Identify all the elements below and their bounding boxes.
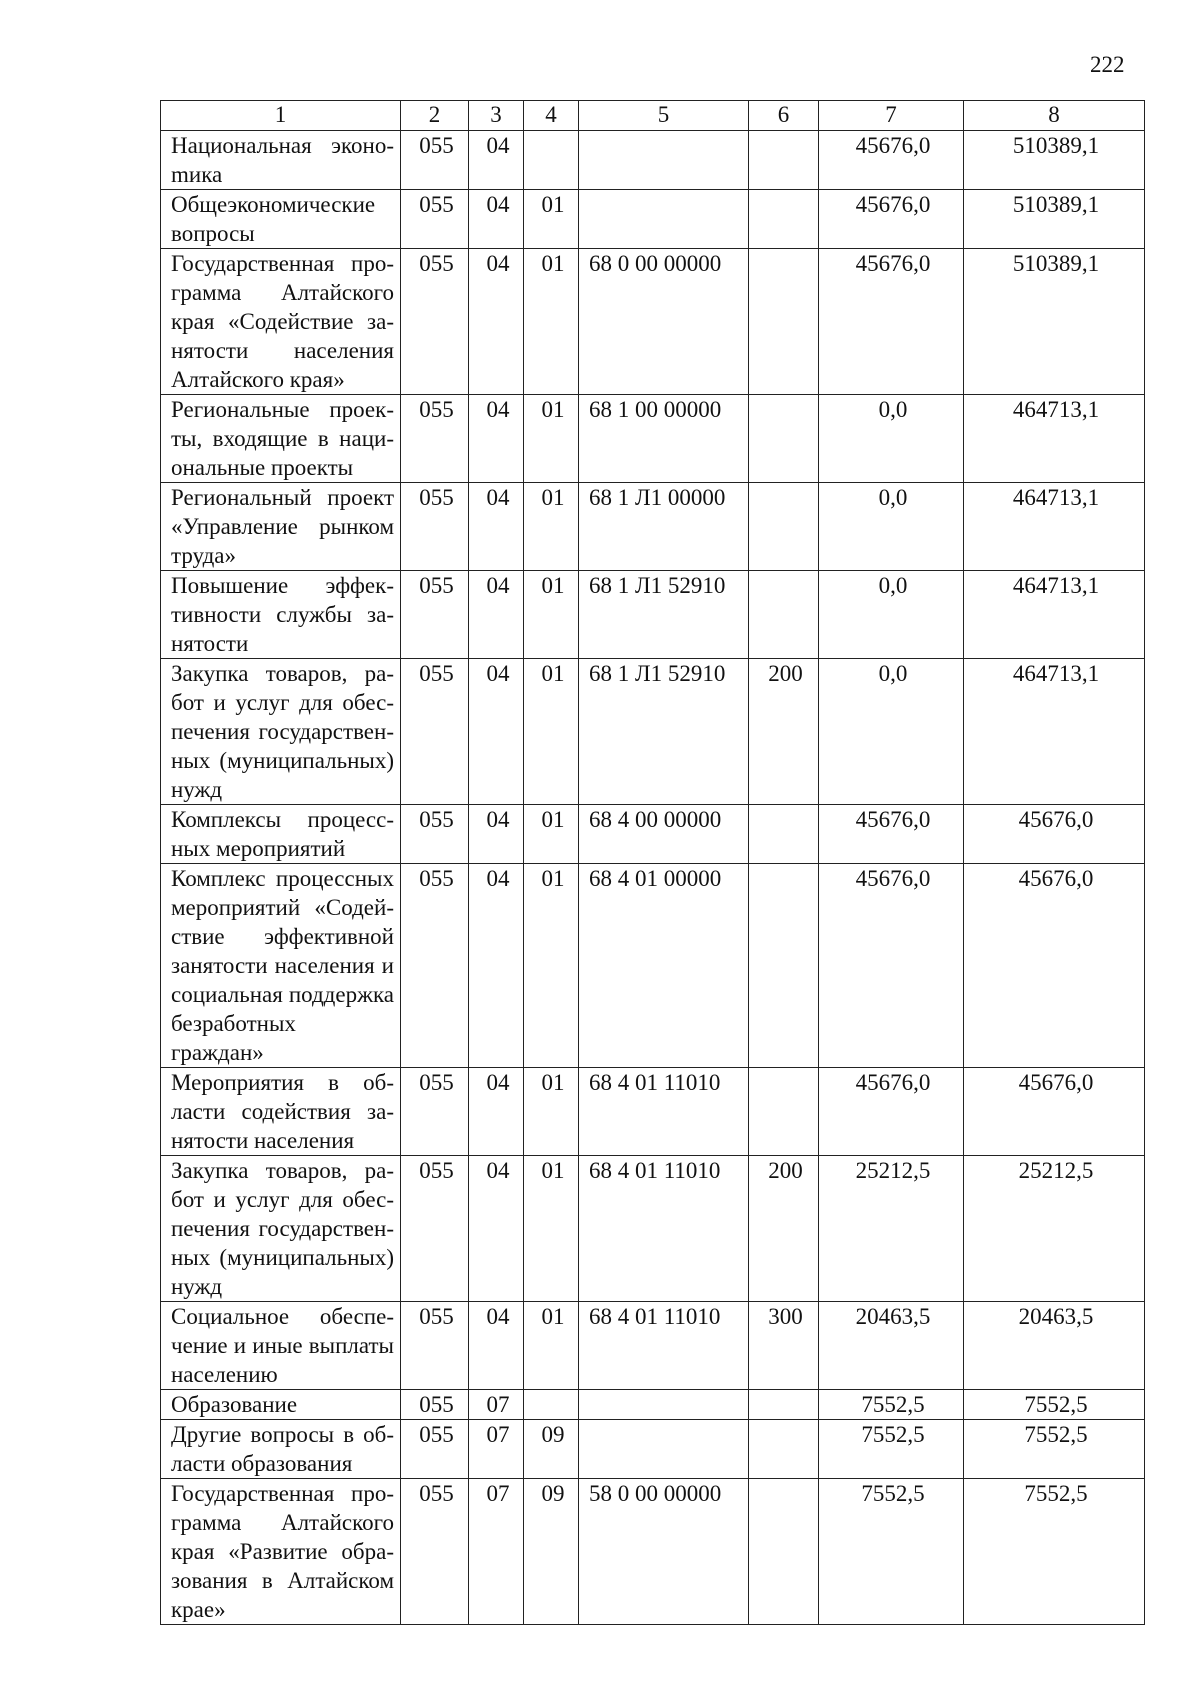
row-expense-type-cell bbox=[749, 249, 819, 395]
budget-table bbox=[160, 100, 1145, 1625]
row-target-article-cell: 68 4 00 00000 bbox=[579, 805, 749, 864]
row-section-cell: 04 bbox=[469, 1068, 524, 1156]
row-amount-col8-cell: 464713,1 bbox=[964, 395, 1145, 483]
row-target-article-cell: 68 1 Л1 52910 bbox=[579, 571, 749, 659]
row-name-cell: Национальная эконоmика bbox=[161, 131, 401, 190]
row-amount-col7-cell: 45676,0 bbox=[819, 131, 964, 190]
row-admin-code-cell: 055 bbox=[401, 483, 469, 571]
row-section-cell: 04 bbox=[469, 249, 524, 395]
row-amount-col7-cell: 25212,5 bbox=[819, 1156, 964, 1302]
row-amount-col8-cell: 510389,1 bbox=[964, 131, 1145, 190]
row-target-article-cell bbox=[579, 1420, 749, 1479]
row-name-cell: Закупка товаров, работ и услуг для обеспечения государственных (муниципальных) нужд bbox=[161, 659, 401, 805]
row-subsection-cell: 01 bbox=[524, 659, 579, 805]
row-admin-code-cell: 055 bbox=[401, 395, 469, 483]
row-admin-code-cell: 055 bbox=[401, 1068, 469, 1156]
row-section-cell: 04 bbox=[469, 395, 524, 483]
row-subsection-cell: 01 bbox=[524, 805, 579, 864]
page-number: 222 bbox=[1090, 52, 1125, 77]
row-section-cell: 04 bbox=[469, 864, 524, 1068]
row-expense-type-cell: 200 bbox=[749, 659, 819, 805]
header-cell-6: 6 bbox=[749, 101, 819, 131]
row-amount-col7-cell: 0,0 bbox=[819, 659, 964, 805]
row-target-article-cell: 58 0 00 00000 bbox=[579, 1479, 749, 1625]
row-target-article-cell: 68 4 01 00000 bbox=[579, 864, 749, 1068]
row-admin-code-cell: 055 bbox=[401, 805, 469, 864]
row-section-cell: 04 bbox=[469, 659, 524, 805]
row-admin-code-cell: 055 bbox=[401, 1390, 469, 1420]
row-name-cell: Повышение эффективности службы занятости bbox=[161, 571, 401, 659]
row-expense-type-cell bbox=[749, 483, 819, 571]
table-row bbox=[161, 1156, 1145, 1302]
row-expense-type-cell bbox=[749, 1479, 819, 1625]
row-amount-col8-cell: 45676,0 bbox=[964, 1068, 1145, 1156]
row-amount-col8-cell: 510389,1 bbox=[964, 190, 1145, 249]
row-name-cell: Другие вопросы в области образования bbox=[161, 1420, 401, 1479]
row-amount-col8-cell: 45676,0 bbox=[964, 805, 1145, 864]
header-cell-1: 1 bbox=[161, 101, 401, 131]
row-admin-code-cell: 055 bbox=[401, 131, 469, 190]
row-expense-type-cell: 200 bbox=[749, 1156, 819, 1302]
row-amount-col7-cell: 45676,0 bbox=[819, 190, 964, 249]
row-subsection-cell: 01 bbox=[524, 395, 579, 483]
table-row bbox=[161, 483, 1145, 571]
row-section-cell: 04 bbox=[469, 805, 524, 864]
row-amount-col8-cell: 464713,1 bbox=[964, 483, 1145, 571]
row-admin-code-cell: 055 bbox=[401, 1302, 469, 1390]
table-row bbox=[161, 1068, 1145, 1156]
table-header bbox=[161, 101, 1145, 131]
row-target-article-cell bbox=[579, 1390, 749, 1420]
row-subsection-cell: 01 bbox=[524, 571, 579, 659]
row-subsection-cell bbox=[524, 1390, 579, 1420]
row-admin-code-cell: 055 bbox=[401, 659, 469, 805]
row-section-cell: 04 bbox=[469, 571, 524, 659]
row-section-cell: 07 bbox=[469, 1420, 524, 1479]
row-subsection-cell: 09 bbox=[524, 1479, 579, 1625]
row-amount-col7-cell: 45676,0 bbox=[819, 805, 964, 864]
header-row bbox=[161, 101, 1145, 131]
header-cell-3: 3 bbox=[469, 101, 524, 131]
row-amount-col8-cell: 45676,0 bbox=[964, 864, 1145, 1068]
row-amount-col7-cell: 0,0 bbox=[819, 571, 964, 659]
row-expense-type-cell bbox=[749, 805, 819, 864]
table-row bbox=[161, 1479, 1145, 1625]
header-cell-8: 8 bbox=[964, 101, 1145, 131]
row-target-article-cell bbox=[579, 190, 749, 249]
row-amount-col7-cell: 45676,0 bbox=[819, 249, 964, 395]
table-row bbox=[161, 864, 1145, 1068]
row-target-article-cell bbox=[579, 131, 749, 190]
row-admin-code-cell: 055 bbox=[401, 1420, 469, 1479]
row-admin-code-cell: 055 bbox=[401, 190, 469, 249]
row-name-cell: Государственная программа Алтайского края «Развитие образования в Алтайском крае» bbox=[161, 1479, 401, 1625]
row-amount-col7-cell: 20463,5 bbox=[819, 1302, 964, 1390]
row-target-article-cell: 68 4 01 11010 bbox=[579, 1302, 749, 1390]
row-subsection-cell: 01 bbox=[524, 864, 579, 1068]
row-expense-type-cell bbox=[749, 1068, 819, 1156]
header-cell-4: 4 bbox=[524, 101, 579, 131]
row-amount-col8-cell: 25212,5 bbox=[964, 1156, 1145, 1302]
row-subsection-cell: 01 bbox=[524, 1068, 579, 1156]
header-cell-7: 7 bbox=[819, 101, 964, 131]
row-section-cell: 04 bbox=[469, 131, 524, 190]
row-name-cell: Закупка товаров, работ и услуг для обеспечения государственных (муниципальных) нужд bbox=[161, 1156, 401, 1302]
table-row bbox=[161, 131, 1145, 190]
row-section-cell: 07 bbox=[469, 1390, 524, 1420]
row-amount-col8-cell: 7552,5 bbox=[964, 1479, 1145, 1625]
row-amount-col7-cell: 45676,0 bbox=[819, 864, 964, 1068]
row-expense-type-cell: 300 bbox=[749, 1302, 819, 1390]
row-admin-code-cell: 055 bbox=[401, 1479, 469, 1625]
row-expense-type-cell bbox=[749, 864, 819, 1068]
header-cell-2: 2 bbox=[401, 101, 469, 131]
row-subsection-cell: 01 bbox=[524, 1156, 579, 1302]
row-expense-type-cell bbox=[749, 395, 819, 483]
row-expense-type-cell bbox=[749, 190, 819, 249]
row-name-cell: Региональные проекты, входящие в национальные проекты bbox=[161, 395, 401, 483]
row-amount-col7-cell: 7552,5 bbox=[819, 1479, 964, 1625]
table-body bbox=[161, 131, 1145, 1625]
row-section-cell: 04 bbox=[469, 1302, 524, 1390]
row-section-cell: 04 bbox=[469, 483, 524, 571]
row-section-cell: 04 bbox=[469, 190, 524, 249]
row-subsection-cell: 01 bbox=[524, 190, 579, 249]
row-name-cell: Мероприятия в области содействия занятости населения bbox=[161, 1068, 401, 1156]
row-name-cell: Социальное обеспечение и иные выплаты населению bbox=[161, 1302, 401, 1390]
row-target-article-cell: 68 1 00 00000 bbox=[579, 395, 749, 483]
table-row bbox=[161, 805, 1145, 864]
table-row bbox=[161, 190, 1145, 249]
row-subsection-cell: 01 bbox=[524, 483, 579, 571]
table-row bbox=[161, 571, 1145, 659]
row-admin-code-cell: 055 bbox=[401, 864, 469, 1068]
row-amount-col8-cell: 510389,1 bbox=[964, 249, 1145, 395]
row-admin-code-cell: 055 bbox=[401, 1156, 469, 1302]
row-amount-col8-cell: 7552,5 bbox=[964, 1420, 1145, 1479]
row-subsection-cell bbox=[524, 131, 579, 190]
row-amount-col7-cell: 7552,5 bbox=[819, 1390, 964, 1420]
row-admin-code-cell: 055 bbox=[401, 249, 469, 395]
row-expense-type-cell bbox=[749, 571, 819, 659]
row-section-cell: 04 bbox=[469, 1156, 524, 1302]
table-row bbox=[161, 1390, 1145, 1420]
row-name-cell: Комплекс процессных мероприятий «Содействие эффективной занятости населения и социальная поддержка безработных граждан» bbox=[161, 864, 401, 1068]
row-amount-col8-cell: 7552,5 bbox=[964, 1390, 1145, 1420]
row-section-cell: 07 bbox=[469, 1479, 524, 1625]
row-name-cell: Государственная программа Алтайского края «Содействие занятости населения Алтайского края» bbox=[161, 249, 401, 395]
row-amount-col8-cell: 20463,5 bbox=[964, 1302, 1145, 1390]
row-amount-col7-cell: 7552,5 bbox=[819, 1420, 964, 1479]
row-amount-col7-cell: 0,0 bbox=[819, 483, 964, 571]
row-name-cell: Комплексы процессных мероприятий bbox=[161, 805, 401, 864]
row-admin-code-cell: 055 bbox=[401, 571, 469, 659]
row-subsection-cell: 01 bbox=[524, 249, 579, 395]
header-cell-5: 5 bbox=[579, 101, 749, 131]
row-target-article-cell: 68 0 00 00000 bbox=[579, 249, 749, 395]
row-expense-type-cell bbox=[749, 1390, 819, 1420]
table-row bbox=[161, 659, 1145, 805]
row-amount-col7-cell: 45676,0 bbox=[819, 1068, 964, 1156]
table-row bbox=[161, 1302, 1145, 1390]
table-row bbox=[161, 1420, 1145, 1479]
row-amount-col8-cell: 464713,1 bbox=[964, 659, 1145, 805]
row-amount-col8-cell: 464713,1 bbox=[964, 571, 1145, 659]
row-amount-col7-cell: 0,0 bbox=[819, 395, 964, 483]
table-row bbox=[161, 395, 1145, 483]
row-target-article-cell: 68 4 01 11010 bbox=[579, 1068, 749, 1156]
row-name-cell: Образование bbox=[161, 1390, 401, 1420]
row-target-article-cell: 68 1 Л1 00000 bbox=[579, 483, 749, 571]
row-name-cell: Региональный проект «Управление рынком труда» bbox=[161, 483, 401, 571]
row-target-article-cell: 68 4 01 11010 bbox=[579, 1156, 749, 1302]
row-subsection-cell: 09 bbox=[524, 1420, 579, 1479]
row-expense-type-cell bbox=[749, 131, 819, 190]
row-subsection-cell: 01 bbox=[524, 1302, 579, 1390]
row-target-article-cell: 68 1 Л1 52910 bbox=[579, 659, 749, 805]
row-name-cell: Общеэкономические вопросы bbox=[161, 190, 401, 249]
table-row bbox=[161, 249, 1145, 395]
row-expense-type-cell bbox=[749, 1420, 819, 1479]
